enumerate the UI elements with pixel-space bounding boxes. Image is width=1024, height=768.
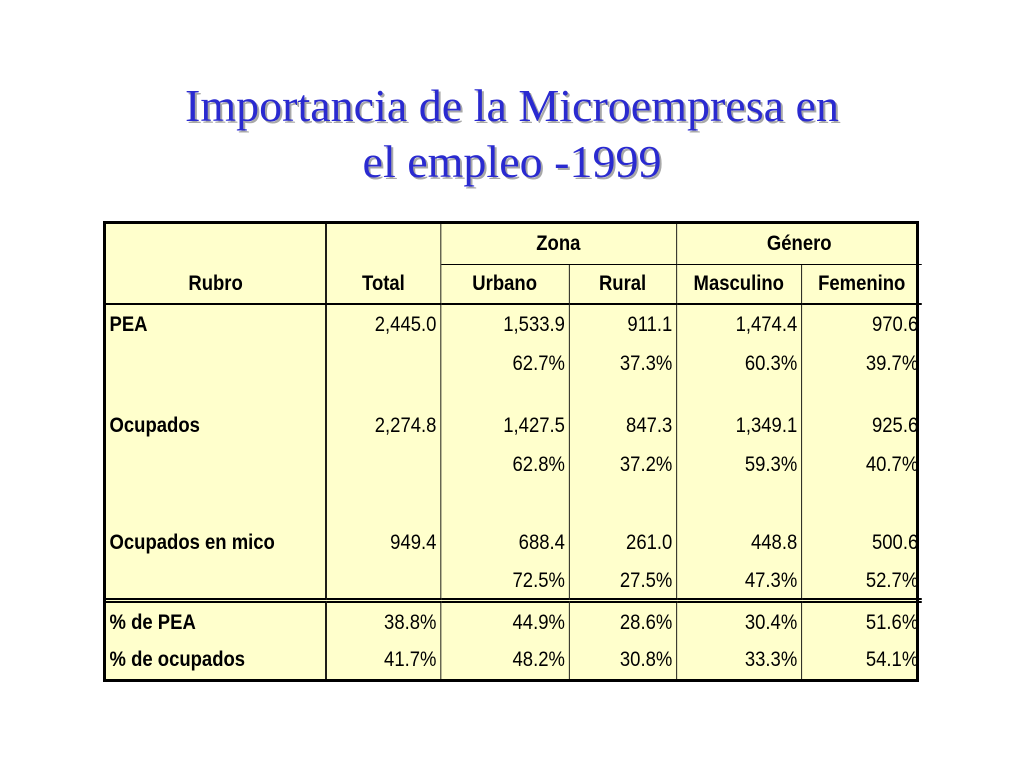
group-header-row xyxy=(106,224,922,264)
row-label xyxy=(106,564,326,601)
cell-femenino: 925.6 xyxy=(871,413,919,437)
cell-urbano: 688.4 xyxy=(440,522,568,563)
column-header-urbano: Urbano xyxy=(440,264,568,304)
cell-urbano: 48.2% xyxy=(440,642,568,679)
row-label: Ocupados en mico xyxy=(106,522,326,563)
cell-total: 41.7% xyxy=(326,642,440,679)
header-empty-total xyxy=(326,224,440,264)
cell-masculino: 1,349.1 xyxy=(676,405,801,446)
table-row xyxy=(106,304,922,345)
cell-femenino: 51.6% xyxy=(801,601,922,642)
column-header-masculino: Masculino xyxy=(676,264,801,304)
column-header-femenino: Femenino xyxy=(801,264,922,304)
cell-total: 2,445.0 xyxy=(326,304,440,345)
cell-masculino: 33.3% xyxy=(676,642,801,679)
data-table xyxy=(106,224,922,679)
group-header-zona: Zona xyxy=(440,224,676,264)
cell-urbano: 72.5% xyxy=(440,564,568,601)
row-label xyxy=(106,345,326,382)
table-row xyxy=(106,601,922,642)
cell-femenino: 500.6 xyxy=(871,531,919,555)
cell-femenino: 54.1% xyxy=(865,648,919,672)
cell-urbano: 1,427.5 xyxy=(440,405,568,446)
row-label: Ocupados xyxy=(106,405,326,446)
row-label xyxy=(106,446,326,483)
cell-total xyxy=(326,345,440,382)
cell-masculino: 47.3% xyxy=(676,564,801,601)
cell-rural: 261.0 xyxy=(569,522,676,563)
cell-masculino: 59.3% xyxy=(676,446,801,483)
cell-urbano: 1,533.9 xyxy=(440,304,568,345)
cell-urbano: 44.9% xyxy=(440,601,568,642)
cell-total xyxy=(326,564,440,601)
cell-rural: 911.1 xyxy=(569,304,676,345)
row-label: % de PEA xyxy=(106,601,326,642)
cell-rural: 27.5% xyxy=(569,564,676,601)
cell-total: 38.8% xyxy=(326,601,440,642)
cell-masculino: 448.8 xyxy=(676,522,801,563)
title-line-2: el empleo -1999 xyxy=(362,136,662,187)
title-line-1: Importancia de la Microempresa en xyxy=(185,80,839,131)
cell-rural: 28.6% xyxy=(569,601,676,642)
cell-rural: 847.3 xyxy=(569,405,676,446)
cell-masculino: 1,474.4 xyxy=(676,304,801,345)
table-row xyxy=(106,642,922,679)
group-header-genero: Género xyxy=(676,224,922,264)
table-row xyxy=(106,405,922,446)
column-header-rural: Rural xyxy=(569,264,676,304)
spacer-row xyxy=(106,483,922,522)
cell-rural: 37.2% xyxy=(569,446,676,483)
row-label: % de ocupados xyxy=(106,642,326,679)
header-empty-rubro xyxy=(106,224,326,264)
column-header-rubro: Rubro xyxy=(106,264,326,304)
table-row xyxy=(106,345,922,382)
table-row xyxy=(106,522,922,563)
cell-masculino: 60.3% xyxy=(676,345,801,382)
employment-table xyxy=(103,221,919,682)
slide-title xyxy=(0,78,1024,190)
column-header-total: Total xyxy=(326,264,440,304)
table-row xyxy=(106,446,922,483)
table-row xyxy=(106,564,922,601)
cell-rural: 30.8% xyxy=(569,642,676,679)
cell-femenino: 52.7% xyxy=(865,568,919,592)
cell-total: 2,274.8 xyxy=(326,405,440,446)
cell-total xyxy=(326,446,440,483)
row-label: PEA xyxy=(106,304,326,345)
cell-urbano: 62.7% xyxy=(440,345,568,382)
cell-rural: 37.3% xyxy=(569,345,676,382)
cell-femenino: 970.6 xyxy=(871,313,919,337)
cell-femenino: 40.7% xyxy=(865,452,919,476)
cell-urbano: 62.8% xyxy=(440,446,568,483)
column-header-row xyxy=(106,264,922,304)
cell-masculino: 30.4% xyxy=(676,601,801,642)
cell-total: 949.4 xyxy=(326,522,440,563)
cell-femenino: 39.7% xyxy=(865,351,919,375)
spacer-row xyxy=(106,383,922,406)
